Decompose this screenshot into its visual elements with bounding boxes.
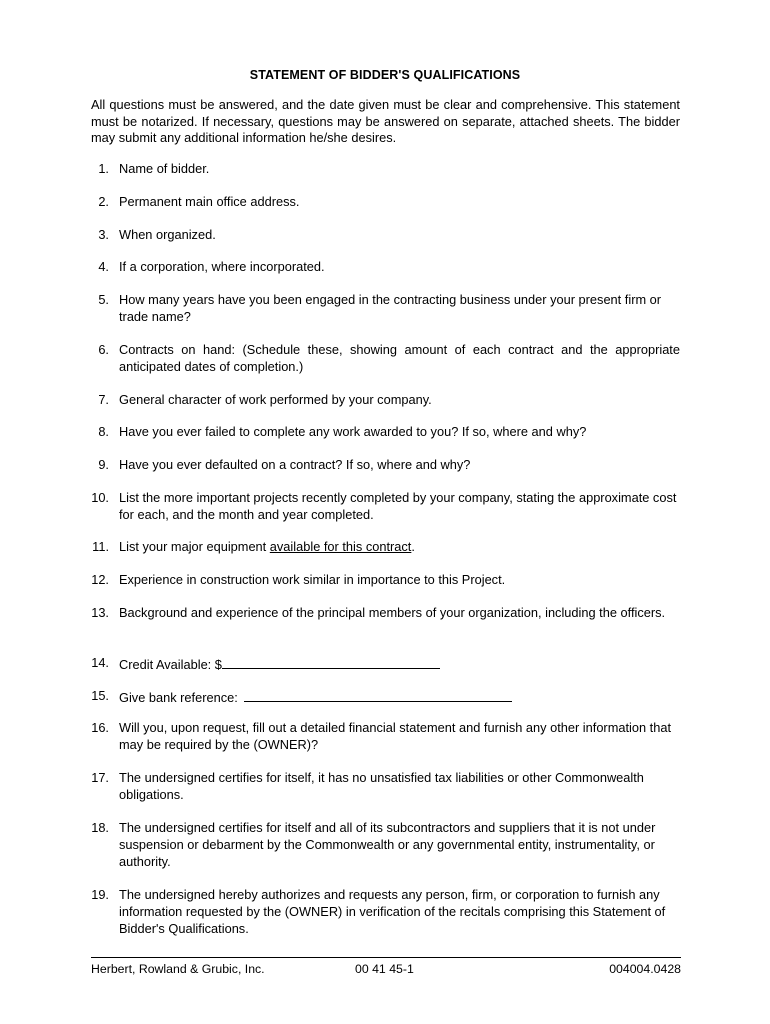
bank-reference-field[interactable] <box>244 688 512 702</box>
question-number: 18. <box>91 820 109 835</box>
question-number: 19. <box>91 887 109 902</box>
question-text: The undersigned certifies for itself, it has no unsatisfied tax liabilities or other Commonwealth obligations. <box>119 770 644 802</box>
question-text: The undersigned hereby authorizes and requests any person, firm, or corporation to furnish any information requested by the (OWNER) in verification of the recitals comprising this Statement of Bidder's Qualifications. <box>119 887 666 936</box>
footer-section-number: 00 41 45-1 <box>355 962 414 976</box>
question-number: 8. <box>98 424 109 439</box>
credit-available-field[interactable] <box>222 655 440 669</box>
footer-divider <box>91 957 681 958</box>
question-text-tail: . <box>411 539 415 554</box>
question-text <box>119 539 680 556</box>
question-number: 4. <box>98 259 109 274</box>
question-text <box>119 655 680 674</box>
question-number: 2. <box>98 194 109 209</box>
question-number: 1. <box>98 161 109 176</box>
question-text: Contracts on hand: (Schedule these, showing amount of each contract and the appropriate anticipated dates of completion.) <box>119 342 680 374</box>
question-number: 10. <box>91 490 109 505</box>
page-title: STATEMENT OF BIDDER'S QUALIFICATIONS <box>249 68 521 82</box>
question-number: 6. <box>98 342 109 357</box>
question-text: List the more important projects recently completed by your company, stating the approximate cost for each, and the month and year completed. <box>119 490 677 522</box>
question-text-lead: List your major equipment <box>119 539 270 554</box>
question-text: General character of work performed by your company. <box>119 392 432 407</box>
footer-project-number: 004004.0428 <box>609 962 681 976</box>
question-text: Name of bidder. <box>119 161 210 176</box>
question-text: Background and experience of the principal members of your organization, including the officers. <box>119 605 666 620</box>
question-text: The undersigned certifies for itself and all of its subcontractors and suppliers that it is not under suspension or debarment by the Commonwealth or any governmental entity, instrumentality, or authority. <box>119 820 656 869</box>
question-number: 14. <box>91 655 109 670</box>
question-text <box>119 688 680 707</box>
question-number: 13. <box>91 605 109 620</box>
underlined-phrase: available for this contract <box>269 539 412 554</box>
question-number: 11. <box>92 539 109 554</box>
question-number: 3. <box>98 227 109 242</box>
footer-company: Herbert, Rowland & Grubic, Inc. <box>91 962 265 976</box>
question-number: 17. <box>91 770 109 785</box>
intro-paragraph: All questions must be answered, and the date given must be clear and comprehensive. This statement must be notarized. If necessary, questions may be answered on separate, attached sheets. The bidder may submit any additional information he/she desires. <box>91 97 680 146</box>
question-text: How many years have you been engaged in the contracting business under your present firm or trade name? <box>119 292 662 324</box>
question-text: Will you, upon request, fill out a detailed financial statement and furnish any other information that may be required by the (OWNER)? <box>119 720 672 752</box>
question-text: Experience in construction work similar in importance to this Project. <box>119 572 506 587</box>
question-number: 12. <box>91 572 109 587</box>
question-number: 16. <box>91 720 109 735</box>
question-text: When organized. <box>119 227 216 242</box>
question-number: 9. <box>98 457 109 472</box>
question-number: 15. <box>91 688 109 703</box>
question-text: Have you ever defaulted on a contract? If so, where and why? <box>119 457 471 472</box>
question-number: 7. <box>98 392 109 407</box>
question-text: If a corporation, where incorporated. <box>119 259 325 274</box>
question-text: Have you ever failed to complete any work awarded to you? If so, where and why? <box>119 424 587 439</box>
question-number: 5. <box>98 292 109 307</box>
bank-reference-label: Give bank reference: <box>119 690 238 705</box>
question-text: Permanent main office address. <box>119 194 300 209</box>
credit-label: Credit Available: $ <box>119 657 222 672</box>
